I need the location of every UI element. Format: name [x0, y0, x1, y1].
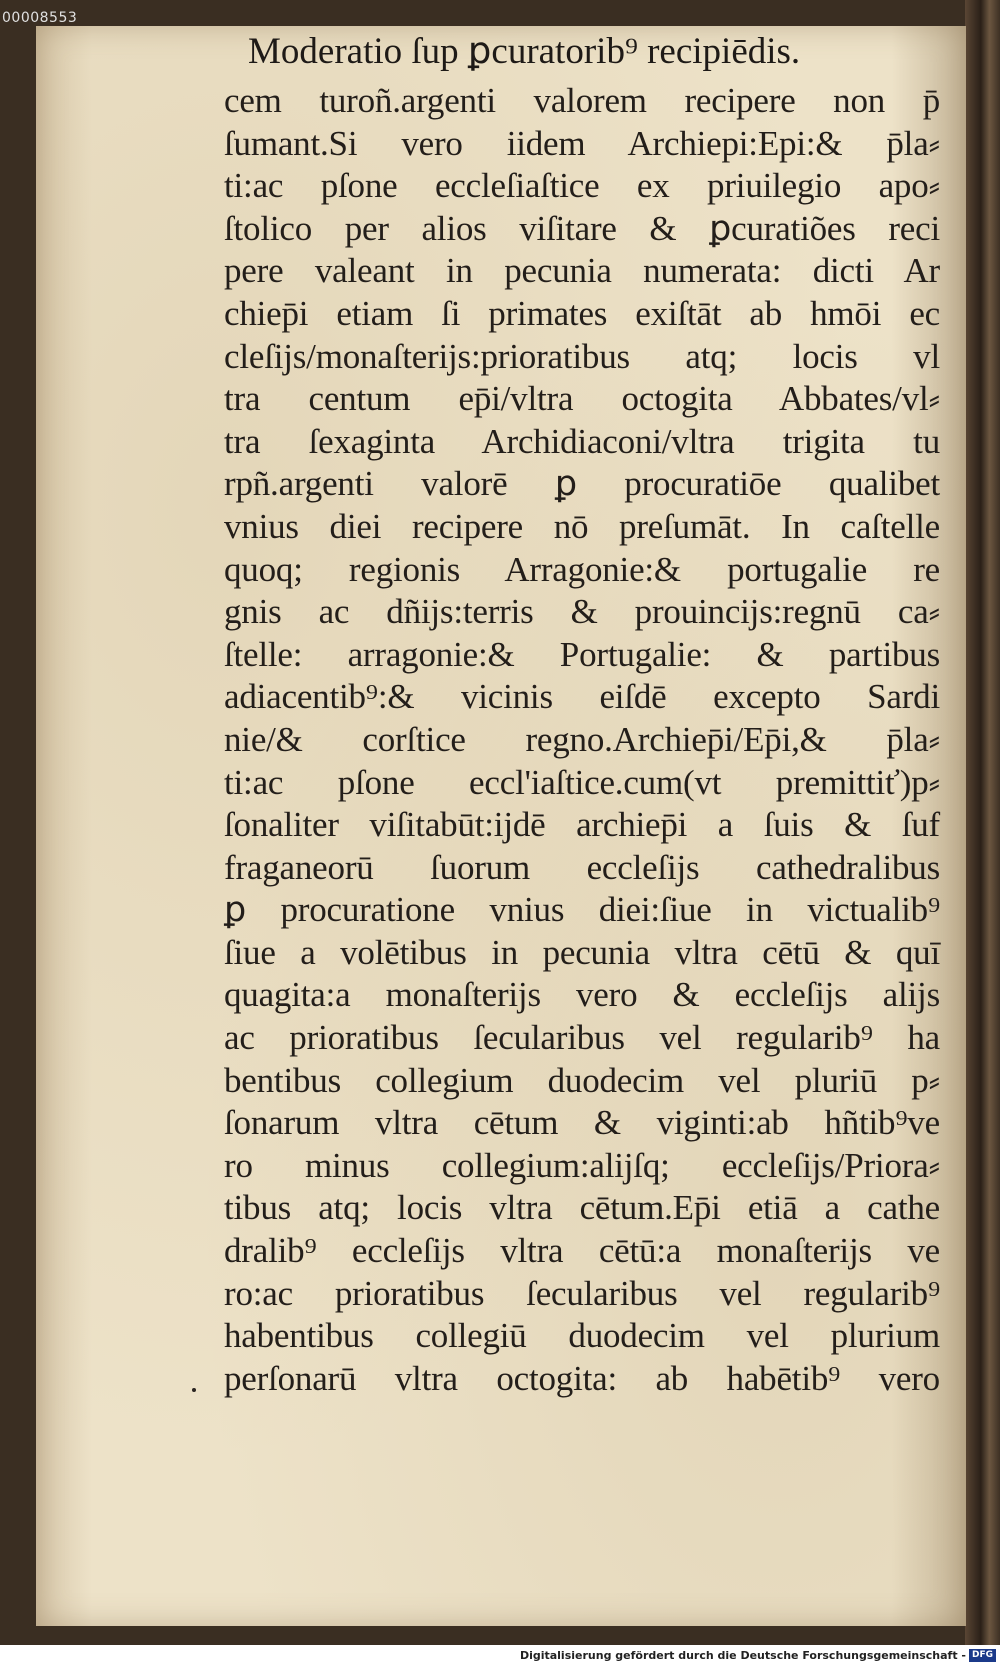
text-line: cleſijs/monaſterijs:prioratibus atq; locis vl [224, 336, 940, 376]
text-line: bentibus collegium duodecim vel pluriū p⸗ [224, 1060, 940, 1100]
text-line: chiep̄i etiam ſi primates exiſtāt ab hmōi ec [224, 293, 940, 333]
book-edge [965, 0, 1000, 1645]
text-line: adiacentib⁹:& vicinis eiſdē excepto Sardi [224, 677, 940, 717]
dfg-logo: DFG [969, 1649, 996, 1662]
text-line: nie/& corſtice regno.Archiep̄i/Ep̄i,& p̄la⸗ [224, 719, 940, 759]
footer [0, 1645, 1000, 1667]
text-line: ſumant.Si vero iidem Archiepi:Epi:& p̄la⸗ [224, 123, 940, 163]
text-line: pere valeant in pecunia numerata: dicti Ar [224, 251, 940, 291]
text-line: ro:ac prioratibus ſecularibus vel regularib⁹ [224, 1273, 940, 1313]
ink-dot [192, 1388, 196, 1392]
text-line: ſtelle: arragonie:& Portugalie: & partibus [224, 634, 940, 674]
text-line: gnis ac dñijs:terris & prouincijs:regnū ca⸗ [224, 592, 940, 632]
text-line: ſiue a volētibus in pecunia vltra cētū & quī [224, 932, 940, 972]
text-block [224, 80, 940, 1400]
text-line: perſonarū vltra octogita: ab habētib⁹ vero [224, 1358, 940, 1398]
text-line: habentibus collegiū duodecim vel plurium [224, 1316, 940, 1356]
text-line: quoq; regionis Arragonie:& portugalie re [224, 549, 940, 589]
text-line: ſonaliter viſitabūt:ijdē archiep̄i a ſuis & ſuf [224, 805, 940, 845]
text-line: ac prioratibus ſecularibus vel regularib⁹ ha [224, 1018, 940, 1058]
text-line: rpñ.argenti valorē ꝑ procuratiōe qualibet [224, 464, 940, 504]
text-line: cem turoñ.argenti valorem recipere non p̄ [224, 81, 940, 120]
text-line: ti:ac pſone eccl'iaſtice.cum(vt premittiť)p⸗ [224, 762, 940, 802]
text-line: ꝑ procuratione vnius diei:ſiue in victualib⁹ [224, 890, 940, 930]
text-line: tra centum ep̄i/vltra octogita Abbates/vl⸗ [224, 379, 940, 419]
text-line: ſonarum vltra cētum & viginti:ab hñtib⁹ve [224, 1103, 940, 1143]
digitization-credit: Digitalisierung gefördert durch die Deutsche Forschungsgemeinschaft - [519, 1649, 966, 1662]
text-line: quagita:a monaſterijs vero & eccleſijs alijs [224, 975, 940, 1015]
text-line: ti:ac pſone eccleſiaſtice ex priuilegio apo⸗ [224, 166, 940, 206]
text-line: dralib⁹ eccleſijs vltra cētū:a monaſterijs ve [224, 1231, 940, 1271]
running-head: Moderatio ſup ꝑcuratorib⁹ recipiēdis. [248, 31, 801, 72]
text-line: ſtolico per alios viſitare & ꝑcuratiões reci [224, 208, 940, 248]
text-line: vnius diei recipere nō preſumāt. In caſtelle [224, 506, 940, 546]
page-id: 00008553 [2, 10, 78, 26]
text-line: tra ſexaginta Archidiaconi/vltra trigita tu [224, 421, 940, 461]
text-line: fraganeorū ſuorum eccleſijs cathedralibus [224, 847, 940, 887]
text-line: ro minus collegium:alijſq; eccleſijs/Priora⸗ [224, 1145, 940, 1185]
text-line: tibus atq; locis vltra cētum.Ep̄i etiā a cathe [224, 1188, 940, 1228]
